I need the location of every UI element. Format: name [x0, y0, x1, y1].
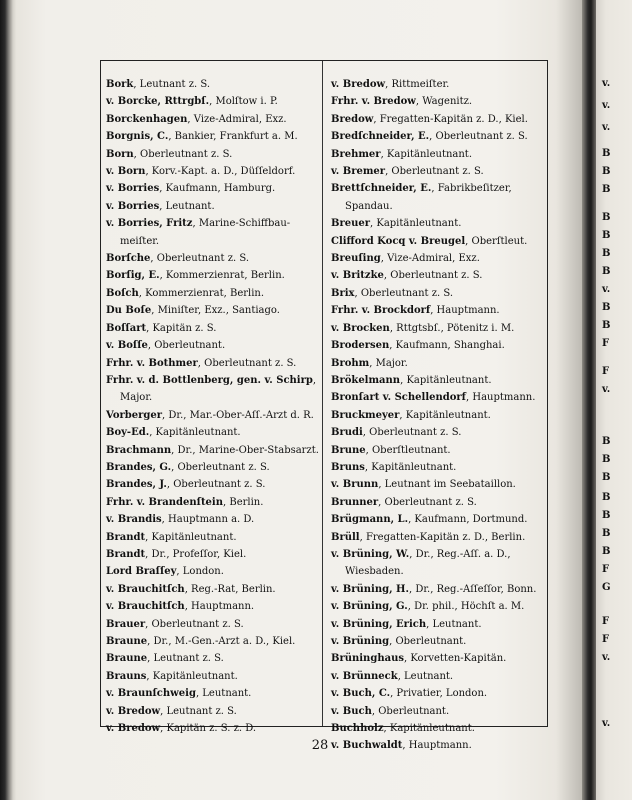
entry-details: , Fregatten-Kapitän z. D., Kiel. — [373, 113, 528, 125]
list-item — [106, 703, 322, 720]
entry-details: , Oberſtleut. — [465, 235, 528, 247]
list-item — [106, 93, 322, 110]
next-page-stub: B — [602, 148, 611, 159]
entry-details: , Kapitänleutnant. — [399, 409, 491, 421]
entry-details: , Dr., Reg.-Aſſeſſor, Bonn. — [408, 583, 537, 595]
next-page-stub: B — [602, 436, 611, 447]
next-page-stub: B — [602, 510, 611, 521]
list-item — [106, 302, 322, 319]
entry-details: , Oberleutnant. — [389, 636, 467, 647]
entry-name: Brandes, G. — [106, 461, 172, 473]
next-page-edge — [596, 0, 632, 800]
entry-details: , Miniſter, Exz., Santiago. — [151, 305, 280, 317]
entry-name: v. Brunn — [331, 479, 379, 491]
list-item — [331, 76, 541, 93]
entry-details: , Kaufmann, Shanghai. — [389, 340, 505, 352]
entry-details: , Dr., Mar.-Ober-Aſſ.-Arzt d. R. — [162, 409, 314, 421]
entry-name: Borgnis, C. — [106, 131, 169, 143]
entry-details: , Kaufmann, Dortmund. — [408, 514, 528, 526]
next-page-stub: v. — [602, 100, 611, 111]
list-item — [331, 546, 541, 581]
entry-name: Bredow — [331, 113, 374, 125]
right-column — [331, 76, 541, 755]
entry-name: Braune — [106, 653, 148, 665]
entry-details: , Kapitänleutnant. — [149, 427, 241, 439]
entry-name: v. Britzke — [331, 270, 384, 282]
list-item — [106, 128, 322, 145]
entry-details: , Kapitänleutnant. — [380, 148, 473, 160]
list-item — [106, 320, 322, 337]
entry-details: , Hauptmann. — [430, 305, 500, 317]
entry-name: v. Brocken — [331, 322, 390, 334]
entry-name: Frhr. v. d. Bottlenberg, gen. v. Schirp — [106, 374, 313, 386]
entry-name: Clifford Kocq v. Breugel — [331, 235, 466, 247]
entry-name: v. Brüning — [331, 636, 390, 647]
list-item — [106, 720, 322, 737]
list-item — [331, 703, 541, 720]
entry-name: Bronſart v. Schellendorf — [331, 392, 466, 404]
next-page-stub: G — [602, 582, 611, 593]
next-page-stub: v. — [602, 122, 611, 133]
entry-details: , Oberleutnant z. S. — [197, 357, 297, 369]
list-item — [331, 180, 541, 215]
next-page-stub: B — [602, 302, 611, 313]
next-page-stub: B — [602, 472, 611, 483]
entry-name: v. Borries — [106, 200, 160, 212]
list-item — [331, 598, 541, 615]
entry-details: , Oberleutnant z. S. — [150, 253, 249, 265]
list-item — [106, 355, 322, 372]
entry-details: , Kommerzienrat, Berlin. — [159, 270, 285, 282]
entry-details: , Privatier, London. — [390, 688, 488, 700]
list-item — [106, 650, 322, 667]
list-item — [106, 180, 322, 197]
list-item — [331, 685, 541, 702]
next-page-stub: B — [602, 184, 611, 195]
entry-details: , Oberleutnant z. S. — [362, 427, 462, 439]
entry-details: , Oberleutnant z. S. — [429, 131, 528, 143]
entry-name: Brehmer — [331, 148, 381, 160]
list-item — [106, 198, 322, 215]
entry-details: , Dr., Marine-Ober-Stabsarzt. — [171, 444, 319, 456]
entry-details: , Hauptmann. — [466, 392, 536, 404]
list-item — [106, 111, 322, 128]
list-item — [106, 598, 322, 615]
list-item — [331, 355, 541, 372]
list-item — [106, 563, 322, 580]
entry-name: Brettſchneider, E. — [331, 183, 432, 195]
entry-name: v. Borries — [106, 183, 160, 195]
next-page-stub: F — [602, 366, 610, 377]
entry-name: Breuer — [331, 218, 370, 230]
list-item — [106, 267, 322, 284]
column-divider — [322, 61, 323, 726]
next-page-stub: v. — [602, 652, 611, 663]
entry-name: Frhr. v. Bredow — [331, 96, 416, 108]
list-item — [331, 128, 541, 145]
entry-details: , Oberſtleutnant. — [365, 444, 451, 456]
entry-details: , Oberleutnant z. S. — [133, 148, 233, 160]
entry-name: v. Bredow — [106, 705, 161, 717]
entry-details: , Dr., Reg.-Aſſ. a. D., Wiesbaden. — [345, 548, 511, 578]
entry-name: v. Brauchitſch — [106, 601, 185, 613]
entry-name: Brandt — [106, 548, 146, 560]
entry-details: , Oberleutnant. — [147, 340, 226, 352]
entry-name: v. Brüning, G. — [331, 601, 408, 613]
entry-name: Brügmann, L. — [331, 514, 409, 526]
entry-details: , Rttgtsbſ., Pötenitz i. M. — [389, 322, 515, 334]
entry-name: v. Buch — [331, 705, 372, 717]
entry-details: , Kapitänleutnant. — [145, 531, 237, 543]
entry-name: Borſche — [106, 253, 151, 265]
entry-name: v. Brünneck — [331, 670, 398, 682]
list-item — [331, 511, 541, 528]
list-item — [331, 163, 541, 180]
next-page-stub: v. — [602, 284, 611, 295]
list-item — [106, 685, 322, 702]
entry-details: , Kapitänleutnant. — [364, 461, 457, 473]
list-item — [331, 407, 541, 424]
next-page-stub: B — [602, 212, 611, 223]
list-item — [331, 476, 541, 493]
entry-details: , Vize-Admiral, Exz. — [380, 253, 480, 265]
entry-name: Frhr. v. Brandenſtein — [106, 496, 223, 508]
entry-details: , Kapitänleutnant. — [383, 723, 475, 735]
next-page-stub: F — [602, 616, 610, 627]
entry-details: , Leutnant im Seebataillon. — [378, 479, 516, 491]
book-binding-left — [0, 0, 16, 800]
next-page-stub: B — [602, 546, 611, 557]
list-item — [106, 285, 322, 302]
entry-details: , Berlin. — [223, 496, 264, 508]
list-item — [331, 737, 541, 754]
entry-details: , Kommerzienrat, Berlin. — [138, 287, 265, 299]
next-page-stub: v. — [602, 78, 611, 89]
entry-name: Borſig, E. — [106, 270, 160, 282]
entry-name: Braune — [106, 636, 148, 647]
list-item — [106, 372, 322, 407]
next-page-stub: F — [602, 564, 610, 575]
entry-details: , Oberleutnant z. S. — [166, 479, 266, 491]
list-item — [331, 494, 541, 511]
entry-details: , Fabrikbeſitzer, Spandau. — [345, 183, 512, 212]
entry-name: Brandt — [106, 531, 146, 543]
list-item — [331, 459, 541, 476]
next-page-stub: B — [602, 454, 611, 465]
entry-name: Brodersen — [331, 340, 390, 352]
list-item — [106, 424, 322, 441]
entry-name: v. Boſſe — [106, 340, 148, 352]
entry-details: , Hauptmann a. D. — [161, 514, 255, 526]
entry-details: , Kapitän z. S. — [146, 322, 217, 334]
entry-name: v. Buch, C. — [331, 688, 391, 700]
entry-name: Lord Braſſey — [106, 566, 177, 578]
entry-details: , Leutnant z. S. — [147, 653, 224, 665]
entry-name: Boſch — [106, 287, 139, 299]
entry-details: , Dr., M.-Gen.-Arzt a. D., Kiel. — [147, 636, 296, 647]
entry-name: v. Brüning, H. — [331, 583, 409, 595]
entry-name: Borckenhagen — [106, 113, 188, 125]
entry-name: Brudi — [331, 427, 363, 439]
list-item — [331, 302, 541, 319]
entry-name: v. Bremer — [331, 166, 386, 178]
list-item — [106, 616, 322, 633]
list-item — [331, 529, 541, 546]
entry-name: v. Born — [106, 166, 146, 178]
list-item — [106, 529, 322, 546]
entry-details: , Vize-Admiral, Exz. — [187, 113, 287, 125]
list-item — [331, 424, 541, 441]
page-number: 28 — [311, 738, 329, 753]
entry-details: , Korv.-Kapt. a. D., Düſſeldorf. — [145, 166, 296, 178]
list-item — [106, 215, 322, 250]
list-item — [331, 93, 541, 110]
list-item — [106, 668, 322, 685]
entry-name: Born — [106, 148, 134, 160]
entry-name: v. Brüning, W. — [331, 548, 410, 560]
entry-details: , Kapitänleutnant. — [146, 670, 238, 682]
list-item — [331, 250, 541, 267]
entry-name: v. Brauchitſch — [106, 583, 185, 595]
list-item — [331, 337, 541, 354]
entry-name: Brauer — [106, 618, 146, 630]
list-item — [106, 76, 322, 93]
entry-name: Du Boſe — [106, 305, 152, 317]
entry-name: v. Borries, Fritz — [106, 218, 193, 230]
entry-name: Frhr. v. Brockdorf — [331, 305, 431, 317]
entry-details: , Leutnant. — [195, 688, 252, 700]
entry-name: Frhr. v. Bothmer — [106, 357, 198, 369]
entry-name: Brohm — [331, 357, 370, 369]
list-item — [331, 146, 541, 163]
entry-name: Bredſchneider, E. — [331, 131, 430, 143]
list-item — [331, 111, 541, 128]
entry-details: , Wagenitz. — [415, 96, 473, 108]
list-item — [331, 285, 541, 302]
list-item — [106, 476, 322, 493]
entry-details: , Reg.-Rat, Berlin. — [184, 583, 276, 595]
entry-details: , Molſtow i. P. — [209, 96, 278, 108]
entry-details: , Leutnant. — [159, 200, 215, 212]
list-item — [106, 337, 322, 354]
entry-details: , Kapitän z. S. z. D. — [160, 723, 257, 735]
entry-name: v. Borcke, Rttrgbſ. — [106, 96, 210, 108]
entry-name: Vorberger — [106, 409, 163, 421]
entry-name: v. Buchwaldt — [331, 740, 403, 752]
entry-details: , Marine-Schiffbau-meiſter. — [120, 218, 291, 247]
list-item — [106, 633, 322, 650]
entry-details: , Oberleutnant z. S. — [145, 618, 244, 630]
next-page-stub: B — [602, 266, 611, 277]
next-page-stub: B — [602, 528, 611, 539]
entry-name: Brüninghaus — [331, 653, 404, 665]
list-item — [106, 442, 322, 459]
entry-name: Brunner — [331, 496, 379, 508]
entry-details: , Bankier, Frankfurt a. M. — [168, 131, 298, 143]
entry-details: , Kapitänleutnant. — [400, 374, 492, 386]
entry-details: , Oberleutnant z. S. — [378, 496, 477, 508]
entry-name: Buchholz — [331, 723, 384, 735]
list-item — [331, 389, 541, 406]
entry-name: Breuſing — [331, 253, 381, 265]
next-page-stub: B — [602, 492, 611, 503]
next-page-stub: v. — [602, 384, 611, 395]
entry-details: , London. — [176, 566, 224, 578]
list-item — [106, 163, 322, 180]
entry-name: Brüll — [331, 531, 360, 543]
entry-details: , Oberleutnant z. S. — [171, 461, 270, 473]
next-page-stub: v. — [602, 718, 611, 729]
list-item — [331, 442, 541, 459]
entry-name: v. Brandis — [106, 514, 162, 526]
entry-details: , Hauptmann. — [184, 601, 255, 613]
entry-details: , Kapitänleutnant. — [369, 218, 462, 230]
list-item — [106, 494, 322, 511]
entry-name: Bruns — [331, 461, 365, 473]
entry-name: Brachmann — [106, 444, 172, 456]
list-item — [106, 546, 322, 563]
list-item — [106, 581, 322, 598]
entry-name: v. Braunſchweig — [106, 688, 196, 700]
entry-details: , Dr. phil., Höchſt a. M. — [407, 601, 525, 613]
entry-name: Boy-Ed. — [106, 427, 150, 439]
book-gutter — [582, 0, 596, 800]
list-item — [106, 250, 322, 267]
entry-details: , Leutnant z. S. — [133, 79, 211, 90]
list-item — [331, 668, 541, 685]
list-item — [331, 720, 541, 737]
entry-details: , Oberleutnant z. S. — [385, 166, 484, 178]
list-item — [331, 650, 541, 667]
entry-name: v. Bredow — [106, 723, 161, 735]
entry-details: , Leutnant. — [426, 618, 482, 630]
list-item — [331, 320, 541, 337]
entry-details: , Leutnant. — [397, 670, 454, 682]
list-item — [331, 633, 541, 650]
entry-name: Brix — [331, 287, 355, 299]
entry-details: , Major. — [369, 357, 408, 369]
list-item — [106, 511, 322, 528]
entry-details: , Oberleutnant z. S. — [383, 270, 483, 282]
next-page-stub: B — [602, 230, 611, 241]
next-page-stub: F — [602, 634, 610, 645]
left-column — [106, 76, 322, 737]
entry-details: , Fregatten-Kapitän z. D., Berlin. — [359, 531, 526, 543]
entry-details: , Kaufmann, Hamburg. — [159, 183, 276, 195]
list-item — [331, 372, 541, 389]
list-item — [331, 616, 541, 633]
entry-name: Brökelmann — [331, 374, 401, 386]
list-item — [331, 215, 541, 232]
list-item — [106, 459, 322, 476]
next-page-stub: B — [602, 166, 611, 177]
list-item — [331, 581, 541, 598]
entry-name: Boſſart — [106, 322, 147, 334]
list-item — [106, 146, 322, 163]
entry-name: Brauns — [106, 670, 147, 682]
entry-details: , Hauptmann. — [402, 740, 472, 752]
entry-name: v. Brüning, Erich — [331, 618, 427, 630]
entry-name: Brandes, J. — [106, 479, 167, 491]
entry-details: , Oberleutnant z. S. — [354, 287, 454, 299]
entry-details: , Dr., Profeſſor, Kiel. — [145, 548, 247, 560]
next-page-stub: B — [602, 320, 611, 331]
entry-details: , Korvetten-Kapitän. — [403, 653, 507, 665]
entry-details: , Rittmeiſter. — [385, 79, 450, 90]
list-item — [106, 407, 322, 424]
next-page-stub: B — [602, 248, 611, 259]
entry-details: , Major. — [120, 374, 317, 404]
entry-details: , Oberleutnant. — [371, 705, 450, 717]
entry-name: Brune — [331, 444, 366, 456]
entry-name: Bruckmeyer — [331, 409, 400, 421]
entry-name: Bork — [106, 79, 134, 90]
next-page-stub: F — [602, 338, 610, 349]
list-item — [331, 267, 541, 284]
entry-name: v. Bredow — [331, 79, 386, 90]
entry-details: , Leutnant z. S. — [160, 705, 237, 717]
list-item — [331, 233, 541, 250]
